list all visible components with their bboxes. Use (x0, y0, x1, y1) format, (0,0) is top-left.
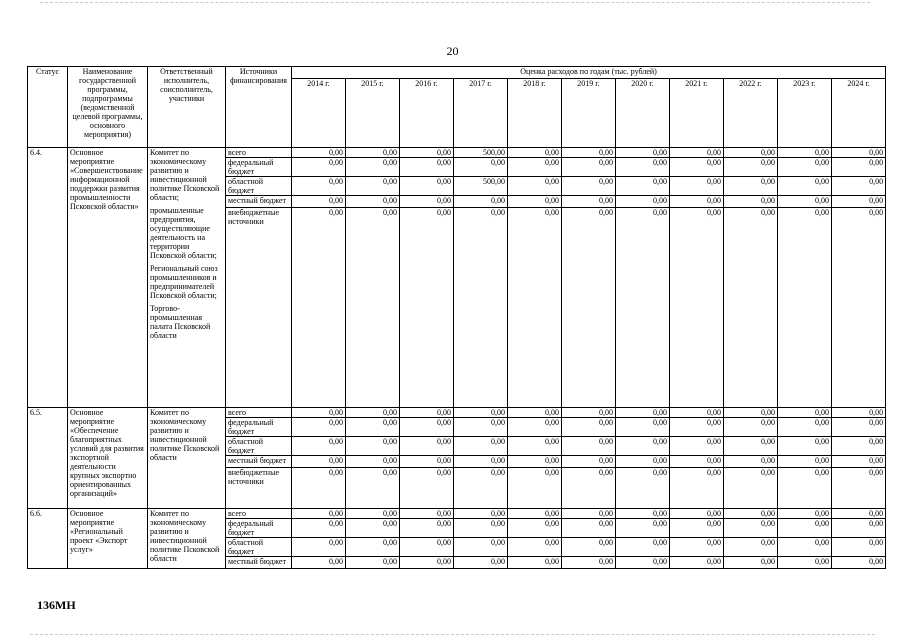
amount-cell: 0,00 (670, 158, 724, 177)
amount-cell: 0,00 (346, 557, 400, 569)
amount-cell: 0,00 (616, 456, 670, 468)
amount-cell: 0,00 (832, 177, 886, 196)
amount-cell: 0,00 (832, 468, 886, 509)
amount-cell: 0,00 (616, 177, 670, 196)
amount-cell: 0,00 (724, 418, 778, 437)
funding-source: областной бюджет (226, 538, 292, 557)
amount-cell: 0,00 (832, 158, 886, 177)
responsible-party: Региональный союз промышленников и предпринимателей Псковской области; (150, 264, 218, 300)
amount-cell: 0,00 (346, 158, 400, 177)
amount-cell: 0,00 (292, 148, 346, 158)
amount-cell: 0,00 (400, 148, 454, 158)
amount-cell: 0,00 (292, 196, 346, 208)
amount-cell: 0,00 (778, 408, 832, 418)
amount-cell: 0,00 (778, 468, 832, 509)
amount-cell: 0,00 (562, 538, 616, 557)
row-status: 6.6. (28, 509, 68, 569)
year-header: 2023 г. (778, 79, 832, 148)
amount-cell: 0,00 (346, 177, 400, 196)
amount-cell: 0,00 (724, 437, 778, 456)
col-header-sources: Источники финансирования (226, 67, 292, 148)
amount-cell: 0,00 (670, 538, 724, 557)
scan-top-edge (40, 2, 870, 3)
amount-cell: 0,00 (562, 408, 616, 418)
amount-cell: 0,00 (778, 509, 832, 519)
amount-cell: 0,00 (670, 509, 724, 519)
amount-cell: 0,00 (670, 208, 724, 408)
document-code: 136МН (37, 598, 76, 612)
funding-source: местный бюджет (226, 456, 292, 468)
table-head (28, 67, 886, 148)
amount-cell: 0,00 (616, 148, 670, 158)
year-header: 2018 г. (508, 79, 562, 148)
activity-name: Основное мероприятие «Региональный проект «Экспорт услуг» (68, 509, 148, 569)
amount-cell: 0,00 (346, 418, 400, 437)
amount-cell: 0,00 (400, 177, 454, 196)
amount-cell: 0,00 (346, 437, 400, 456)
responsible-parties (148, 509, 226, 569)
funding-source: местный бюджет (226, 557, 292, 569)
amount-cell: 0,00 (670, 408, 724, 418)
amount-cell: 0,00 (724, 408, 778, 418)
funding-source: всего (226, 408, 292, 418)
amount-cell: 0,00 (670, 519, 724, 538)
amount-cell: 0,00 (778, 538, 832, 557)
row-status: 6.5. (28, 408, 68, 509)
year-header: 2020 г. (616, 79, 670, 148)
amount-cell: 0,00 (562, 208, 616, 408)
amount-cell: 0,00 (508, 418, 562, 437)
amount-cell: 0,00 (616, 538, 670, 557)
amount-cell: 0,00 (778, 208, 832, 408)
responsible-party: Торгово-промышленная палата Псковской области (150, 304, 211, 340)
amount-cell: 0,00 (400, 408, 454, 418)
amount-cell: 0,00 (670, 196, 724, 208)
amount-cell: 0,00 (400, 418, 454, 437)
amount-cell: 0,00 (400, 509, 454, 519)
amount-cell: 0,00 (778, 418, 832, 437)
page-number: 20 (446, 44, 459, 58)
amount-cell: 0,00 (508, 456, 562, 468)
amount-cell: 0,00 (724, 456, 778, 468)
activity-name: Основное мероприятие «Обеспечение благоприятных условий для развития экспортной деятельности крупных экспортно ориентированных организаций» (68, 408, 148, 509)
amount-cell: 0,00 (778, 148, 832, 158)
funding-source: федеральный бюджет (226, 418, 292, 437)
amount-cell: 0,00 (562, 557, 616, 569)
amount-cell: 0,00 (292, 177, 346, 196)
amount-cell: 0,00 (346, 196, 400, 208)
header-row-1 (28, 67, 886, 79)
responsible-party: Комитет по экономическому развитию и инвестиционной политике Псковской области; (150, 148, 220, 202)
amount-cell: 0,00 (670, 468, 724, 509)
funding-source: всего (226, 509, 292, 519)
amount-cell: 0,00 (778, 557, 832, 569)
amount-cell: 0,00 (724, 468, 778, 509)
amount-cell: 500,00 (454, 148, 508, 158)
funding-source: федеральный бюджет (226, 519, 292, 538)
funding-source: внебюджетные источники (226, 468, 292, 509)
amount-cell: 0,00 (508, 148, 562, 158)
amount-cell: 0,00 (616, 418, 670, 437)
amount-cell: 0,00 (832, 196, 886, 208)
table-row (28, 148, 886, 158)
year-header: 2014 г. (292, 79, 346, 148)
amount-cell: 0,00 (670, 177, 724, 196)
activity-name: Основное мероприятие «Совершенствование информационной поддержки развития промышленности Псковской области» (68, 148, 148, 408)
row-status: 6.4. (28, 148, 68, 408)
amount-cell: 0,00 (292, 408, 346, 418)
funding-source: федеральный бюджет (226, 158, 292, 177)
amount-cell: 0,00 (670, 437, 724, 456)
col-header-responsible: Ответственный исполнитель, соисполнитель, участники (148, 67, 226, 148)
amount-cell: 0,00 (616, 196, 670, 208)
amount-cell: 0,00 (832, 148, 886, 158)
year-header: 2022 г. (724, 79, 778, 148)
amount-cell: 0,00 (832, 509, 886, 519)
amount-cell: 0,00 (454, 158, 508, 177)
amount-cell: 0,00 (400, 456, 454, 468)
amount-cell: 0,00 (346, 519, 400, 538)
amount-cell: 0,00 (670, 557, 724, 569)
amount-cell: 0,00 (400, 519, 454, 538)
responsible-party: промышленные предприятия, осуществляющие деятельность на территории Псковской области; (150, 206, 217, 260)
amount-cell: 0,00 (508, 519, 562, 538)
amount-cell: 0,00 (562, 177, 616, 196)
funding-source: областной бюджет (226, 177, 292, 196)
responsible-party: Комитет по экономическому развитию и инвестиционной политике Псковской области (150, 509, 220, 563)
amount-cell: 0,00 (616, 158, 670, 177)
scan-bottom-edge (30, 634, 875, 635)
amount-cell: 0,00 (670, 456, 724, 468)
col-header-name: Наименование государственной программы, подпрограммы (ведомственной целевой программы, основного мероприятия) (68, 67, 148, 148)
amount-cell: 0,00 (454, 538, 508, 557)
amount-cell: 0,00 (562, 509, 616, 519)
amount-cell: 0,00 (508, 437, 562, 456)
amount-cell: 0,00 (454, 437, 508, 456)
amount-cell: 0,00 (292, 509, 346, 519)
amount-cell: 0,00 (724, 158, 778, 177)
amount-cell: 0,00 (346, 468, 400, 509)
amount-cell: 0,00 (724, 148, 778, 158)
amount-cell: 0,00 (562, 196, 616, 208)
amount-cell: 0,00 (400, 196, 454, 208)
amount-cell: 0,00 (832, 519, 886, 538)
amount-cell: 0,00 (292, 538, 346, 557)
amount-cell: 0,00 (832, 418, 886, 437)
amount-cell: 0,00 (454, 408, 508, 418)
year-header: 2019 г. (562, 79, 616, 148)
year-header: 2017 г. (454, 79, 508, 148)
responsible-parties (148, 148, 226, 408)
amount-cell: 0,00 (508, 196, 562, 208)
amount-cell: 0,00 (400, 158, 454, 177)
amount-cell: 0,00 (832, 408, 886, 418)
funding-source: внебюджетные источники (226, 208, 292, 408)
amount-cell: 0,00 (724, 538, 778, 557)
amount-cell: 0,00 (562, 437, 616, 456)
amount-cell: 0,00 (454, 456, 508, 468)
amount-cell: 0,00 (454, 208, 508, 408)
amount-cell: 0,00 (292, 158, 346, 177)
amount-cell: 0,00 (778, 196, 832, 208)
amount-cell: 0,00 (508, 509, 562, 519)
amount-cell: 0,00 (346, 538, 400, 557)
amount-cell: 0,00 (508, 468, 562, 509)
col-header-estimate: Оценка расходов по годам (тыс. рублей) (292, 67, 886, 79)
amount-cell: 0,00 (292, 437, 346, 456)
amount-cell: 0,00 (346, 509, 400, 519)
amount-cell: 0,00 (832, 437, 886, 456)
amount-cell: 0,00 (400, 437, 454, 456)
amount-cell: 0,00 (562, 519, 616, 538)
amount-cell: 0,00 (616, 468, 670, 509)
amount-cell: 0,00 (724, 196, 778, 208)
amount-cell: 0,00 (454, 418, 508, 437)
year-header: 2016 г. (400, 79, 454, 148)
amount-cell: 0,00 (454, 557, 508, 569)
amount-cell: 0,00 (508, 177, 562, 196)
amount-cell: 0,00 (292, 208, 346, 408)
table-body (28, 148, 886, 569)
col-header-status: Статус (28, 67, 68, 148)
amount-cell: 0,00 (778, 437, 832, 456)
amount-cell: 0,00 (508, 208, 562, 408)
amount-cell: 0,00 (724, 557, 778, 569)
funding-source: областной бюджет (226, 437, 292, 456)
amount-cell: 0,00 (346, 148, 400, 158)
amount-cell: 0,00 (400, 468, 454, 509)
amount-cell: 0,00 (616, 408, 670, 418)
amount-cell: 0,00 (292, 456, 346, 468)
amount-cell: 0,00 (724, 519, 778, 538)
amount-cell: 0,00 (346, 408, 400, 418)
amount-cell: 0,00 (832, 208, 886, 408)
amount-cell: 0,00 (400, 538, 454, 557)
amount-cell: 0,00 (562, 418, 616, 437)
amount-cell: 0,00 (616, 437, 670, 456)
amount-cell: 0,00 (400, 557, 454, 569)
amount-cell: 0,00 (778, 158, 832, 177)
amount-cell: 0,00 (724, 177, 778, 196)
amount-cell: 0,00 (832, 557, 886, 569)
responsible-party: Комитет по экономическому развитию и инвестиционной политике Псковской области (150, 408, 220, 462)
amount-cell: 0,00 (292, 519, 346, 538)
amount-cell: 0,00 (454, 196, 508, 208)
amount-cell: 0,00 (670, 148, 724, 158)
responsible-parties (148, 408, 226, 509)
year-header: 2021 г. (670, 79, 724, 148)
table-row (28, 509, 886, 519)
amount-cell: 0,00 (724, 208, 778, 408)
amount-cell: 0,00 (616, 509, 670, 519)
amount-cell: 0,00 (724, 509, 778, 519)
amount-cell: 0,00 (508, 408, 562, 418)
amount-cell: 0,00 (292, 468, 346, 509)
amount-cell: 0,00 (562, 468, 616, 509)
amount-cell: 0,00 (454, 509, 508, 519)
amount-cell: 0,00 (508, 158, 562, 177)
amount-cell: 0,00 (832, 456, 886, 468)
amount-cell: 500,00 (454, 177, 508, 196)
amount-cell: 0,00 (616, 557, 670, 569)
year-header: 2024 г. (832, 79, 886, 148)
amount-cell: 0,00 (778, 519, 832, 538)
amount-cell: 0,00 (400, 208, 454, 408)
amount-cell: 0,00 (292, 418, 346, 437)
amount-cell: 0,00 (616, 519, 670, 538)
amount-cell: 0,00 (616, 208, 670, 408)
amount-cell: 0,00 (508, 538, 562, 557)
funding-source: всего (226, 148, 292, 158)
amount-cell: 0,00 (454, 468, 508, 509)
amount-cell: 0,00 (670, 418, 724, 437)
budget-table (27, 66, 886, 569)
amount-cell: 0,00 (832, 538, 886, 557)
amount-cell: 0,00 (292, 557, 346, 569)
amount-cell: 0,00 (346, 456, 400, 468)
table-row (28, 408, 886, 418)
amount-cell: 0,00 (508, 557, 562, 569)
funding-source: местный бюджет (226, 196, 292, 208)
amount-cell: 0,00 (562, 158, 616, 177)
amount-cell: 0,00 (562, 148, 616, 158)
amount-cell: 0,00 (778, 177, 832, 196)
amount-cell: 0,00 (454, 519, 508, 538)
amount-cell: 0,00 (778, 456, 832, 468)
amount-cell: 0,00 (346, 208, 400, 408)
amount-cell: 0,00 (562, 456, 616, 468)
year-header: 2015 г. (346, 79, 400, 148)
